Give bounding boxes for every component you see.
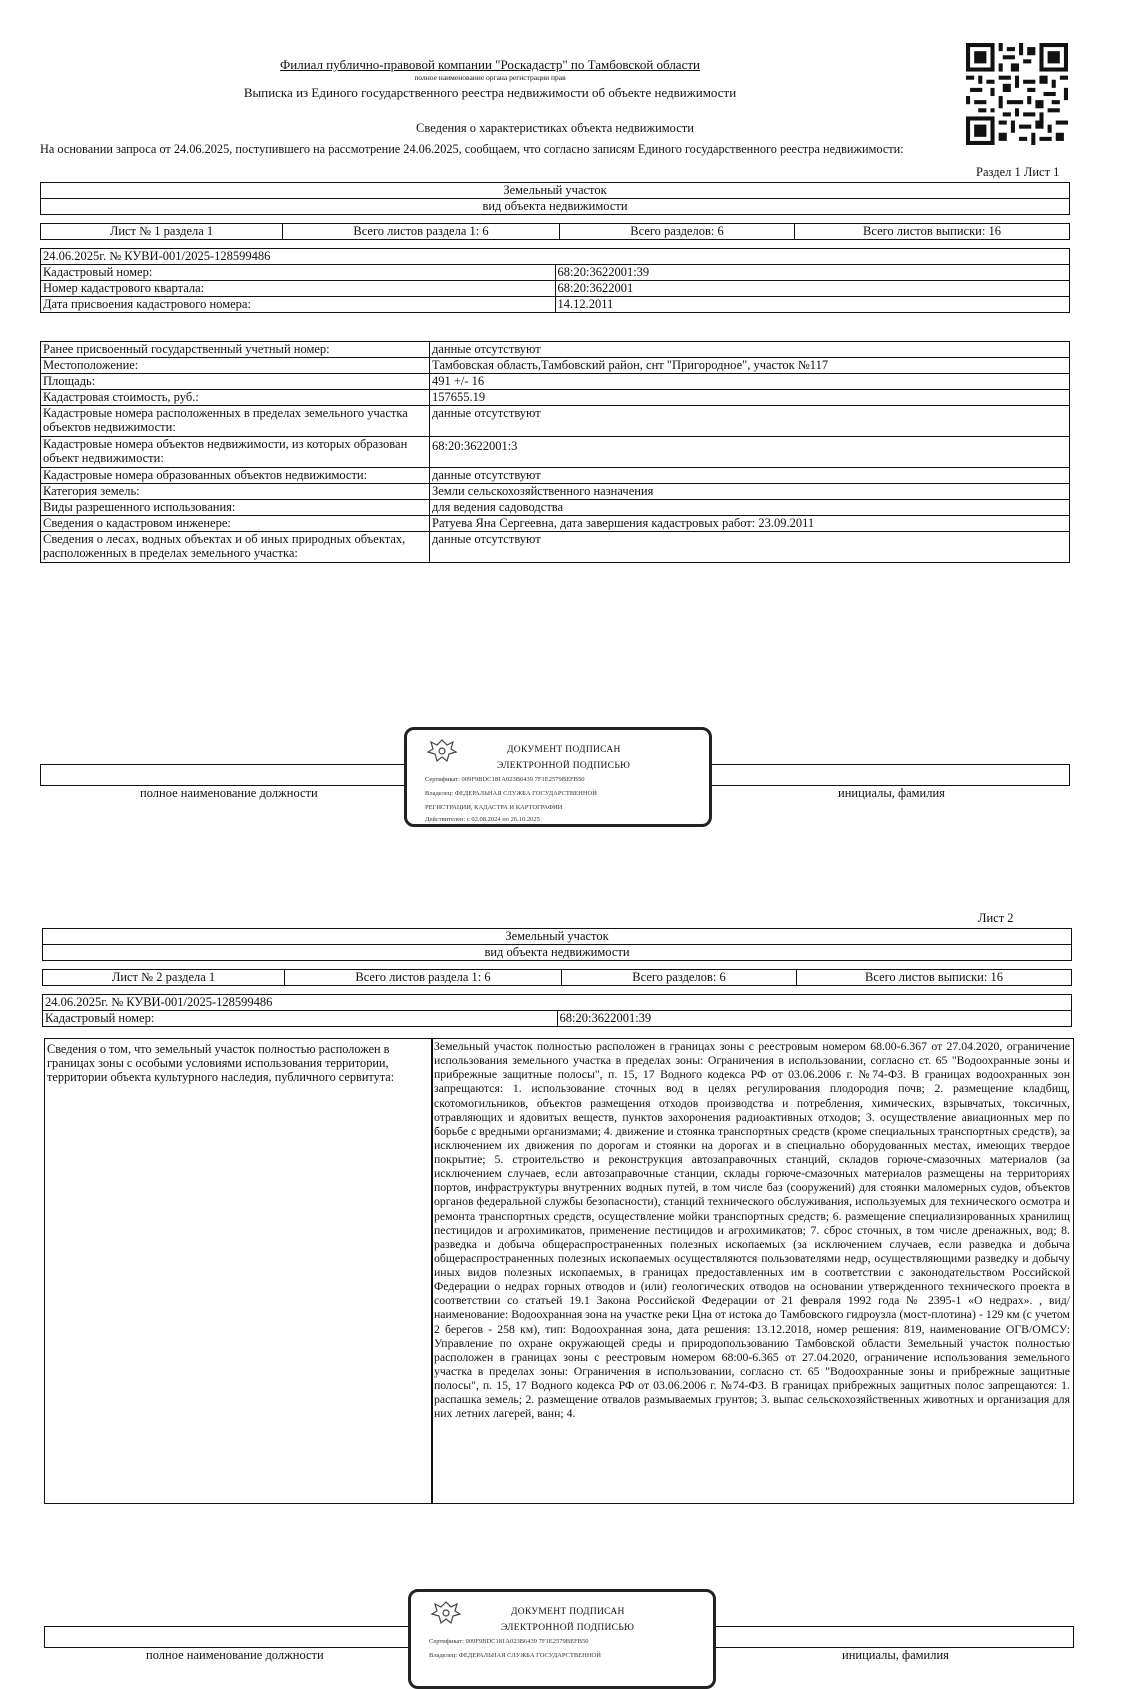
row-label: Кадастровые номера расположенных в пределах земельного участка объектов недвижимости:: [41, 406, 430, 437]
object-type-table: [40, 182, 1070, 215]
sections-total: Всего разделов: 6: [560, 224, 795, 240]
row-label: Категория земель:: [41, 484, 430, 500]
row-label: Дата присвоения кадастрового номера:: [41, 297, 556, 313]
sheets-in-section: Всего листов раздела 1: 6: [285, 970, 562, 986]
row-value: данные отсутствуют: [430, 342, 1070, 358]
table-row: [41, 406, 1070, 437]
table-row: [41, 265, 1070, 281]
zone-text: Земельный участок полностью расположен в границах зоны с реестровым номером 68.00-6.367 от 27.04.2020, ограничение использования земельного участка в пределах зоны: Ограничения в использовании, согласно ст. 65 "Водоохранные зоны и прибрежные защитные полосы", п. 15, 17 Водного кодекса РФ от 03.06.2006 г. №74-ФЗ. В границах водоохранных зон запрещаются: 1. использование сточных вод в целях регулирования плодородия почв; 2. размещение кладбищ, скотомогильников, объектов размещения отходов производства и потребления, химических, взрывчатых, токсичных, отравляющих и ядовитых веществ, пунктов захоронения радиоактивных отходов; 3. осуществление авиационных мер по борьбе с вредными организмами; 4. движение и стоянка транспортных средств (кроме специальных транспортных средств), за исключением их движения по дорогам и стоянки на дорогах и в специально оборудованных местах, имеющих твердое покрытие; 5. строительство и реконструкция автозаправочных станций, складов горюче-смазочных материалов (за исключением случаев, если автозаправочные станции, склады горюче-смазочных материалов размещены на территориях портов, инфраструктуры внутренних водных путей, в том числе баз (сооружений) для стоянки маломерных судов, объектов органов федеральной службы безопасности), станций технического обслуживания, используемых для технического осмотра и ремонта транспортных средств, осуществление мойки транспортных средств; 6. размещение специализированных хранилищ пестицидов и агрохимикатов, применение пестицидов и агрохимикатов; 7. сброс сточных, в том числе дренажных, вод; 8. разведка и добыча общераспространенных полезных ископаемых (за исключением случаев, если разведка и добыча общераспространенных полезных ископаемых осуществляются пользователями недр, осуществляющими разведку и добычу иных видов полезных ископаемых, в границах предоставленных им в соответствии с законодательством Российской Федерации о недрах горных отводов и (или) геологических отводов на основании утвержденного технического проекта в соответствии со статьей 19.1 Закона Российской Федерации от 21 февраля 1992 года № 2395-1 «О недрах». , вид/наименование: Водоохранная зона на участке реки Цна от истока до Тамбовского гидроузла (мост-плотина) - 129 км (с учетом 2 берегов - 258 км), тип: Водоохранная зона, дата решения: 13.12.2018, номер решения: 819, наименование ОГВ/ОМСУ: Управление по охране окружающей среды и природопользованию Тамбовской области Земельный участок полностью расположен в границах зоны с реестровым номером 68:00-6.365 от 27.04.2020, ограничение использования земельного участка в пределах зоны: Ограничения в использовании, согласно ст. 65 "Водоохранные зоны и прибрежные защитные полосы", п. 15, 17 Водного кодекса РФ от 03.06.2006 г. №74-ФЗ. В границах прибрежных защитных полос запрещаются: 1. распашка земель; 2. размещение отвалов размываемых грунтов; 3. выпас сельскохозяйственных животных и организация для них летних лагерей, ванн; 4.: [434, 1040, 1070, 1421]
subtitle: Сведения о характеристиках объекта недвижимости: [416, 121, 694, 135]
characteristics-table: [40, 341, 1070, 563]
stamp-certificate: Сертификат: 009F9BDC181A023B6439 7F1E2579BEFB50: [425, 776, 585, 783]
row-value: данные отсутствуют: [430, 532, 1070, 563]
row-value: 14.12.2011: [555, 297, 1070, 313]
table-row: [41, 437, 1070, 468]
row-label: Сведения о кадастровом инженере:: [41, 516, 430, 532]
row-value: 68:20:3622001:39: [557, 1011, 1072, 1027]
sheet-info-table-2: [42, 969, 1072, 986]
stamp-title: ДОКУМЕНТ ПОДПИСАН: [511, 1607, 625, 1617]
request-basis: На основании запроса от 24.06.2025, поступившего на рассмотрение 24.06.2025, сообщаем, что согласно записям Единого государственного реестра недвижимости:: [40, 142, 904, 156]
sheet-info-table: [40, 223, 1070, 240]
object-type-table-2: [42, 928, 1072, 961]
table-row: [41, 468, 1070, 484]
row-value: данные отсутствуют: [430, 406, 1070, 437]
sheets-total: Всего листов выписки: 16: [797, 970, 1072, 986]
row-label: Кадастровые номера образованных объектов недвижимости:: [41, 468, 430, 484]
row-value: 157655.19: [430, 390, 1070, 406]
name-caption-2: инициалы, фамилия: [842, 1648, 949, 1662]
object-type-caption: вид объекта недвижимости: [43, 945, 1072, 961]
row-label: Кадастровый номер:: [41, 265, 556, 281]
table-row: [43, 1011, 1072, 1027]
row-value: 491 +/- 16: [430, 374, 1070, 390]
emblem-icon: [425, 736, 459, 766]
row-label: Ранее присвоенный государственный учетный номер:: [41, 342, 430, 358]
object-type: Земельный участок: [41, 183, 1070, 199]
position-caption: полное наименование должности: [140, 786, 318, 800]
position-caption-2: полное наименование должности: [146, 1648, 324, 1662]
row-value: 68:20:3622001:39: [555, 265, 1070, 281]
table-row: [41, 297, 1070, 313]
row-value: 68:20:3622001: [555, 281, 1070, 297]
table-row: [41, 390, 1070, 406]
row-label: Номер кадастрового квартала:: [41, 281, 556, 297]
row-value: Ратуева Яна Сергеевна, дата завершения кадастровых работ: 23.09.2011: [430, 516, 1070, 532]
stamp-validity: Действителен: с 02.08.2024 по 26.10.2025: [425, 816, 540, 823]
sheet-number: Лист № 1 раздела 1: [41, 224, 283, 240]
stamp-owner: Владелец: ФЕДЕРАЛЬНАЯ СЛУЖБА ГОСУДАРСТВЕННОЙ: [429, 1652, 601, 1659]
row-label: Виды разрешенного использования:: [41, 500, 430, 516]
org-name: Филиал публично-правовой компании "Роскадастр" по Тамбовской области: [280, 57, 700, 72]
table-row: [41, 374, 1070, 390]
document-title: Выписка из Единого государственного реестра недвижимости об объекте недвижимости: [243, 85, 737, 100]
row-value: для ведения садоводства: [430, 500, 1070, 516]
row-value: Тамбовская область,Тамбовский район, снт "Пригородное", участок №117: [430, 358, 1070, 374]
table-row: [41, 532, 1070, 563]
stamp-subtitle: ЭЛЕКТРОННОЙ ПОДПИСЬЮ: [497, 761, 631, 771]
sheet-label: Лист 2: [978, 911, 1014, 925]
org-caption: полное наименование органа регистрации прав: [414, 73, 566, 82]
sections-total: Всего разделов: 6: [562, 970, 797, 986]
sheets-total: Всего листов выписки: 16: [795, 224, 1070, 240]
row-value: Земли сельскохозяйственного назначения: [430, 484, 1070, 500]
stamp-title: ДОКУМЕНТ ПОДПИСАН: [507, 745, 621, 755]
e-signature-stamp: [404, 727, 712, 827]
zone-divider: [431, 1038, 433, 1504]
document-number: 24.06.2025г. № КУВИ-001/2025-128599486: [43, 995, 1072, 1011]
stamp-owner: Владелец: ФЕДЕРАЛЬНАЯ СЛУЖБА ГОСУДАРСТВЕННОЙ: [425, 790, 597, 797]
document-number: 24.06.2025г. № КУВИ-001/2025-128599486: [41, 249, 1070, 265]
row-label: Кадастровый номер:: [43, 1011, 558, 1027]
sheets-in-section: Всего листов раздела 1: 6: [283, 224, 560, 240]
object-type: Земельный участок: [43, 929, 1072, 945]
row-label: Площадь:: [41, 374, 430, 390]
zone-label: Сведения о том, что земельный участок полностью расположен в границах зоны с особыми условиями использования территории, территории объекта культурного наследия, публичного сервитута:: [47, 1042, 395, 1085]
row-label: Сведения о лесах, водных объектах и об иных природных объектах, расположенных в пределах земельного участка:: [41, 532, 430, 563]
row-value: данные отсутствуют: [430, 468, 1070, 484]
stamp-owner-2: РЕГИСТРАЦИИ, КАДАСТРА И КАРТОГРАФИИ: [425, 804, 563, 811]
table-row: [41, 342, 1070, 358]
table-row: [41, 281, 1070, 297]
stamp-certificate: Сертификат: 009F9BDC181A023B6439 7F1E2579BEFB50: [429, 1638, 589, 1645]
row-label: Местоположение:: [41, 358, 430, 374]
e-signature-stamp-2: [408, 1589, 716, 1689]
table-row: [41, 358, 1070, 374]
stamp-subtitle: ЭЛЕКТРОННОЙ ПОДПИСЬЮ: [501, 1623, 635, 1633]
main-data-table-2: [42, 994, 1072, 1027]
row-label: Кадастровые номера объектов недвижимости, из которых образован объект недвижимости:: [41, 437, 430, 468]
table-row: [41, 516, 1070, 532]
sheet-number: Лист № 2 раздела 1: [43, 970, 285, 986]
table-row: [41, 484, 1070, 500]
table-row: [41, 500, 1070, 516]
row-value: 68:20:3622001:3: [430, 437, 1070, 468]
qr-code: [966, 43, 1068, 145]
main-data-table: [40, 248, 1070, 313]
name-caption: инициалы, фамилия: [838, 786, 945, 800]
section-sheet-label: Раздел 1 Лист 1: [976, 165, 1060, 179]
row-label: Кадастровая стоимость, руб.:: [41, 390, 430, 406]
emblem-icon: [429, 1598, 463, 1628]
object-type-caption: вид объекта недвижимости: [41, 199, 1070, 215]
